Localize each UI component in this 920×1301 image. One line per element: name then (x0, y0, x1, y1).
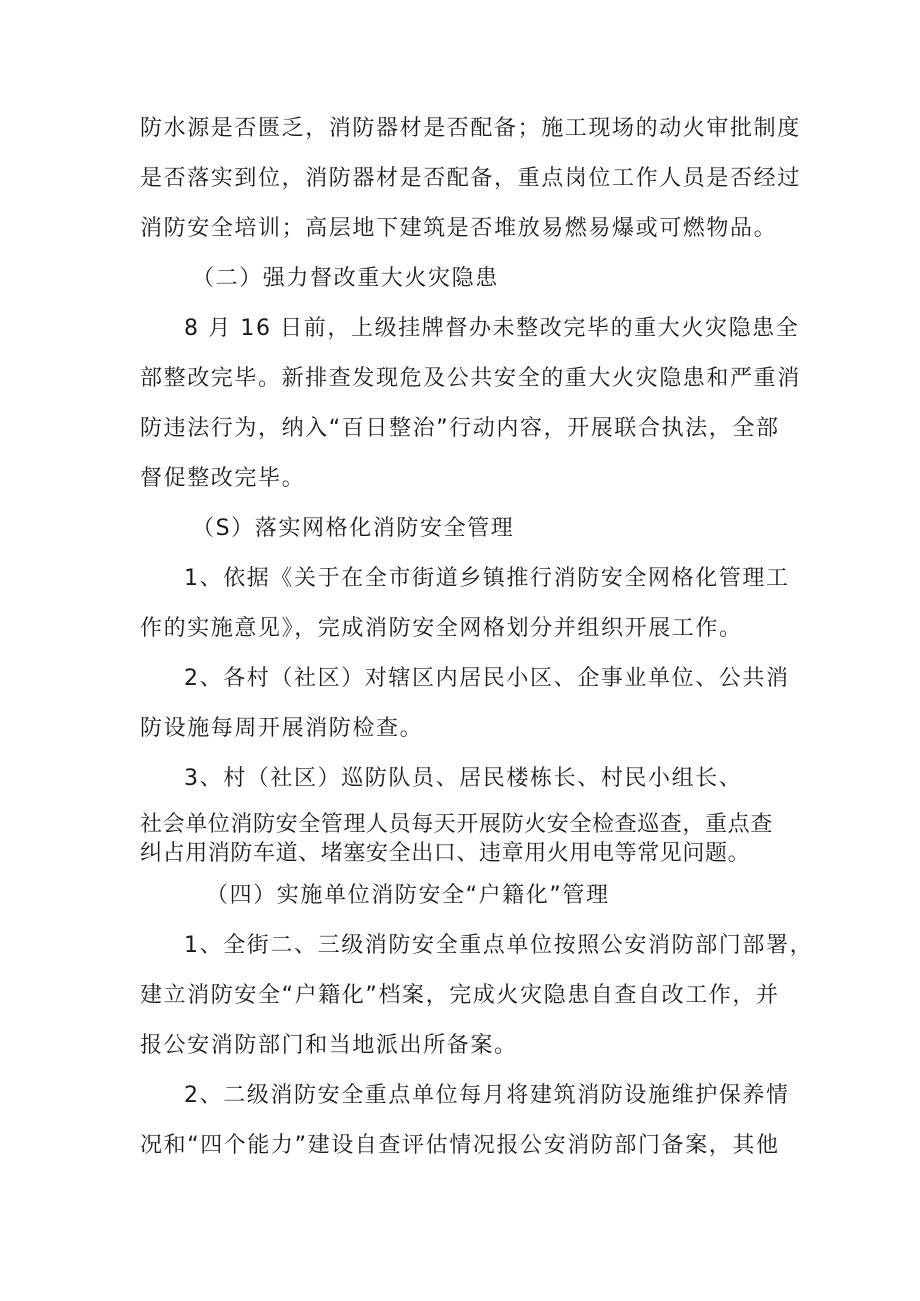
text-line: 社会单位消防安全管理人员每天开展防火安全检查巡查，重点查 (140, 812, 773, 837)
text-line: 部整改完毕。新排查发现危及公共安全的重大火灾隐患和严重消 (140, 366, 801, 391)
text-line: 是否落实到位，消防器材是否配备，重点岗位工作人员是否经过 (140, 166, 801, 191)
text-line: 防设施每周开展消防检查。 (140, 716, 424, 741)
text-line: 防违法行为，纳入“百日整治”行动内容，开展联合执法，全部 (140, 416, 780, 441)
text-line: 况和“四个能力”建设自查评估情况报公安消防部门备案，其他 (140, 1133, 780, 1158)
text-line: 3、村（社区）巡防队员、居民楼栋长、村民小组长、 (184, 766, 743, 791)
text-line: 1、全街二、三级消防安全重点单位按照公安消防部门部署， (184, 933, 814, 958)
text-line: 作的实施意见》，完成消防安全网格划分并组织开展工作。 (140, 616, 743, 641)
section-heading-2: （二）强力督改重大火灾隐患 (192, 266, 499, 291)
text-line: 2、二级消防安全重点单位每月将建筑消防设施维护保养情 (184, 1083, 790, 1108)
text-line: 1、依据《关于在全市街道乡镇推行消防安全网格化管理工 (184, 566, 790, 591)
section-heading-4: （四）实施单位消防安全“户籍化”管理 (206, 883, 610, 908)
text-line: 报公安消防部门和当地派出所备案。 (140, 1033, 518, 1058)
text-line: 消防安全培训；高层地下建筑是否堆放易燃易爆或可燃物品。 (140, 216, 778, 241)
text-line: 8 月 16 日前，上级挂牌督办未整改完毕的重大火灾隐患全 (184, 316, 800, 341)
text-line: 建立消防安全“户籍化”档案，完成火灾隐患自查自改工作，并 (140, 983, 780, 1008)
text-line: 防水源是否匮乏，消防器材是否配备；施工现场的动火审批制度 (140, 116, 801, 141)
text-line: 督促整改完毕。 (140, 466, 306, 491)
text-line: 2、各村（社区）对辖区内居民小区、企事业单位、公共消 (184, 666, 790, 691)
text-line: 纠占用消防车道、堵塞安全出口、违章用火用电等常见问题。 (140, 841, 751, 866)
section-heading-3: （S）落实网格化消防安全管理 (192, 516, 515, 541)
